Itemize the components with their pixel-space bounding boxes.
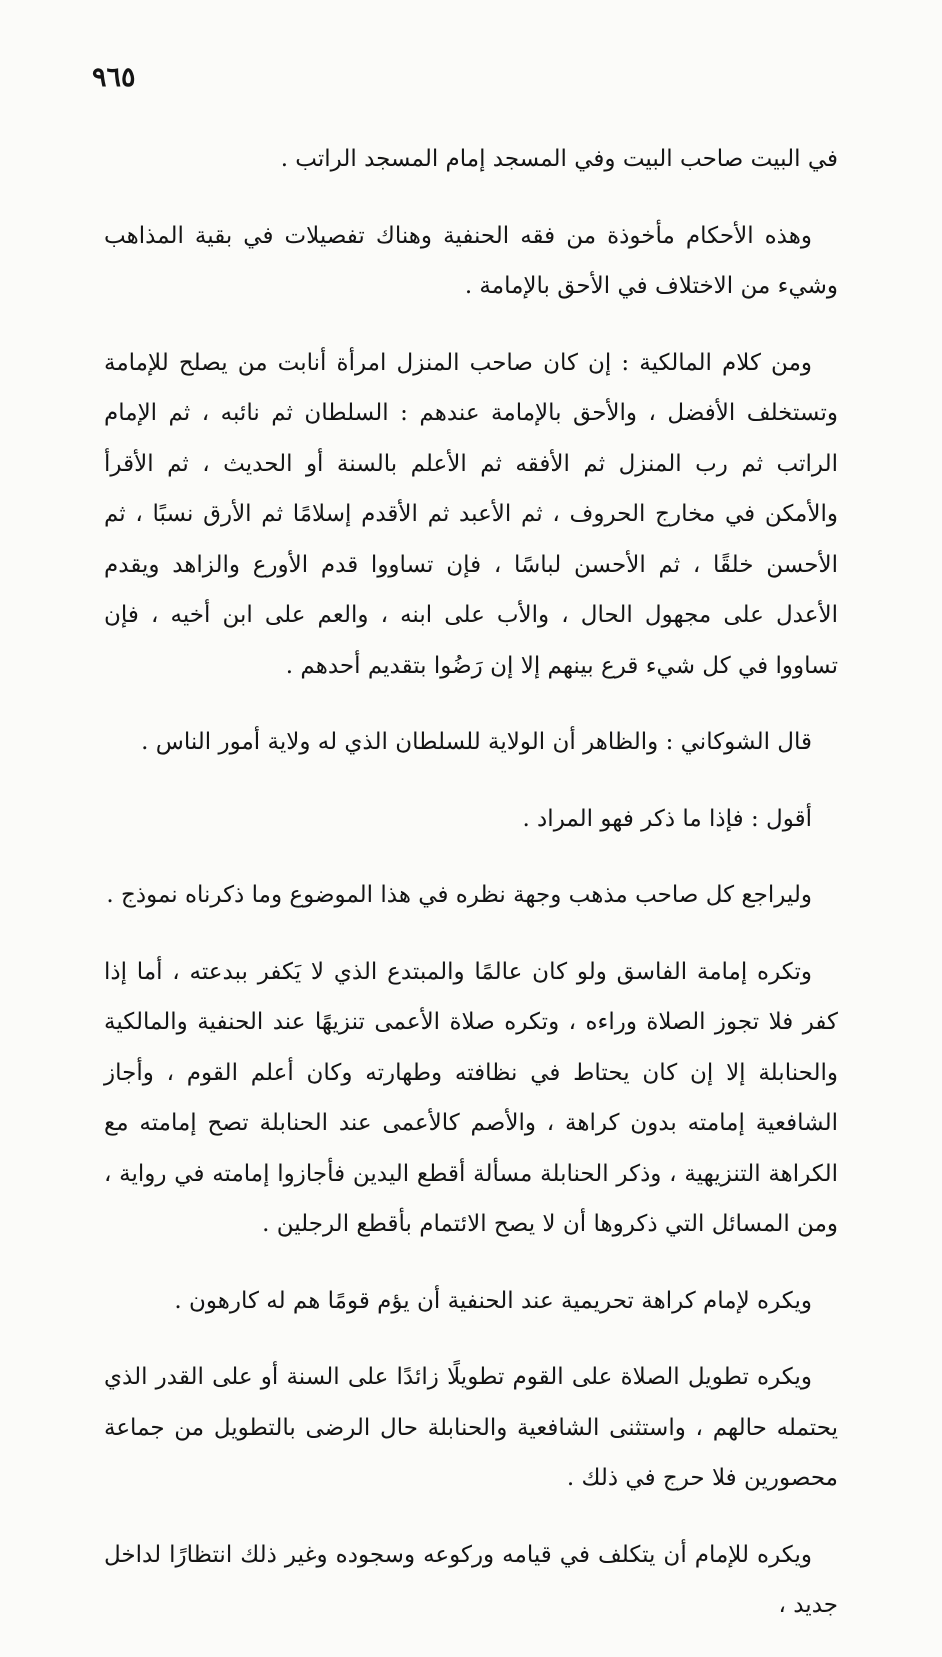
paragraph: وليراجع كل صاحب مذهب وجهة نظره في هذا الموضوع وما ذكرناه نموذج . (106, 882, 812, 908)
page-body (104, 134, 838, 1657)
paragraph: قال الشوكاني : والظاهر أن الولاية للسلطان الذي له ولاية أمور الناس . (141, 729, 812, 755)
paragraph: أقول : فإذا ما ذكر فهو المراد . (522, 805, 812, 832)
page-number: ٩٦٥ (92, 62, 136, 93)
paragraph: ويكره لإمام كراهة تحريمية عند الحنفية أن يؤم قومًا هم له كارهون . (174, 1287, 812, 1314)
paragraph: وتكره إمامة الفاسق ولو كان عالمًا والمبتدع الذي لا يَكفر ببدعته ، أما إذا كفر فلا تجوز الصلاة وراءه ، وتكره صلاة الأعمى تنزيهًا عند الحنفية والمالكية والحنابلة إلا إن كان يحتاط في نظافته وطهارته وكان أعلم القوم ، وأجاز الشافعية إمامته بدون كراهة ، والأصم كالأعمى عند الحنابلة تصح إمامته مع الكراهة التنزيهية ، وذكر الحنابلة مسألة أقطع اليدين فأجازوا إمامته في رواية ، ومن المسائل التي ذكروها أن لا يصح الائتمام بأقطع الرجلين . (104, 958, 838, 1237)
paragraph: في البيت صاحب البيت وفي المسجد إمام المسجد الراتب . (280, 146, 838, 172)
paragraph: وهذه الأحكام مأخوذة من فقه الحنفية وهناك تفصيلات في بقية المذاهب وشيء من الاختلاف في الأحق بالإمامة . (104, 222, 838, 299)
paragraph: ويكره تطويل الصلاة على القوم تطويلًا زائدًا على السنة أو على القدر الذي يحتمله حالهم ، واستثنى الشافعية والحنابلة حال الرضى بالتطويل من جماعة محصورين فلا حرج في ذلك . (104, 1364, 838, 1491)
paragraph: ومن كلام المالكية : إن كان صاحب المنزل امرأة أنابت من يصلح للإمامة وتستخلف الأفضل ، والأحق بالإمامة عندهم : السلطان ثم نائبه ، ثم الإمام الراتب ثم رب المنزل ثم الأفقه ثم الأعلم بالسنة أو الحديث ، ثم الأقرأ والأمكن في مخارج الحروف ، ثم الأعبد ثم الأقدم إسلامًا ثم الأرق نسبًا ، ثم الأحسن خلقًا ، ثم الأحسن لباسًا ، فإن تساووا قدم الأورع والزاهد ويقدم الأعدل على مجهول الحال ، والأب على ابنه ، والعم على ابن أخيه ، فإن تساووا في كل شيء قرع بينهم إلا إن رَضُوا بتقديم أحدهم . (104, 349, 838, 679)
paragraph: ويكره للإمام أن يتكلف في قيامه وركوعه وسجوده وغير ذلك انتظارًا لداخل جديد ، (104, 1541, 838, 1618)
